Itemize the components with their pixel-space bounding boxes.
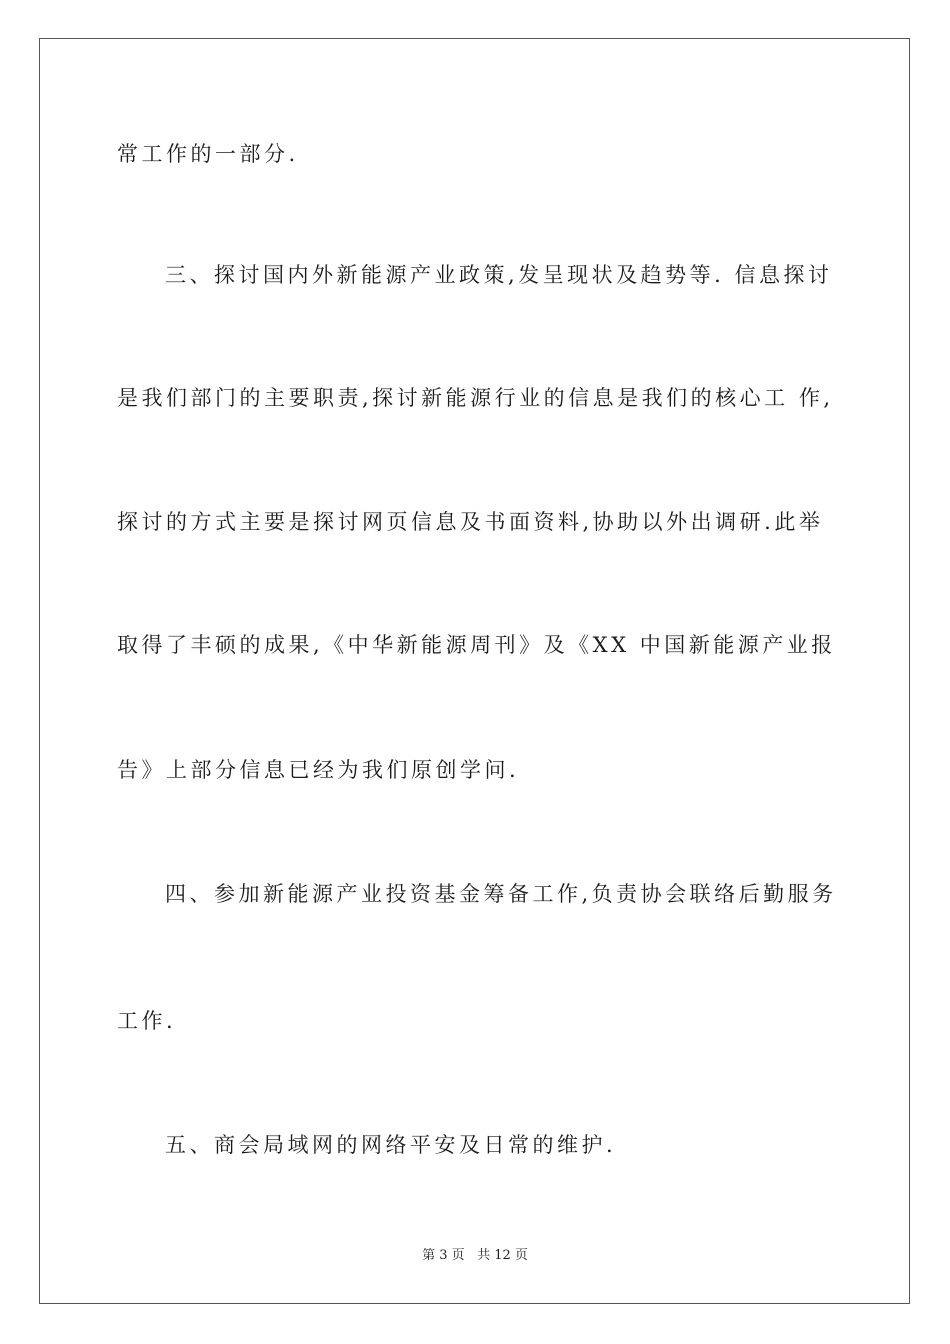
text-line-6: 告》上部分信息已经为我们原创学问. [117,758,520,782]
text-line-9: 五、商会局域网的网络平安及日常的维护. [165,1133,617,1157]
page-total: 共 12 页 [477,1248,528,1263]
text-line-7: 四、参加新能源产业投资基金筹备工作,负责协会联络后勤服务 [165,882,837,906]
page-border [39,38,910,1304]
text-line-1: 常工作的一部分. [117,142,299,166]
page-number: 第 3 页 [422,1248,465,1263]
page-footer [0,1247,950,1265]
text-line-3: 是我们部门的主要职责,探讨新能源行业的信息是我们的核心工 作, [117,386,834,410]
text-line-5: 取得了丰硕的成果,《中华新能源周刊》及《XX 中国新能源产业报 [117,633,836,657]
text-line-4: 探讨的方式主要是探讨网页信息及书面资料,协助以外出调研.此举 [117,510,824,534]
text-line-2: 三、探讨国内外新能源产业政策,发呈现状及趋势等. 信息探讨 [165,263,833,287]
text-line-8: 工作. [117,1009,177,1033]
